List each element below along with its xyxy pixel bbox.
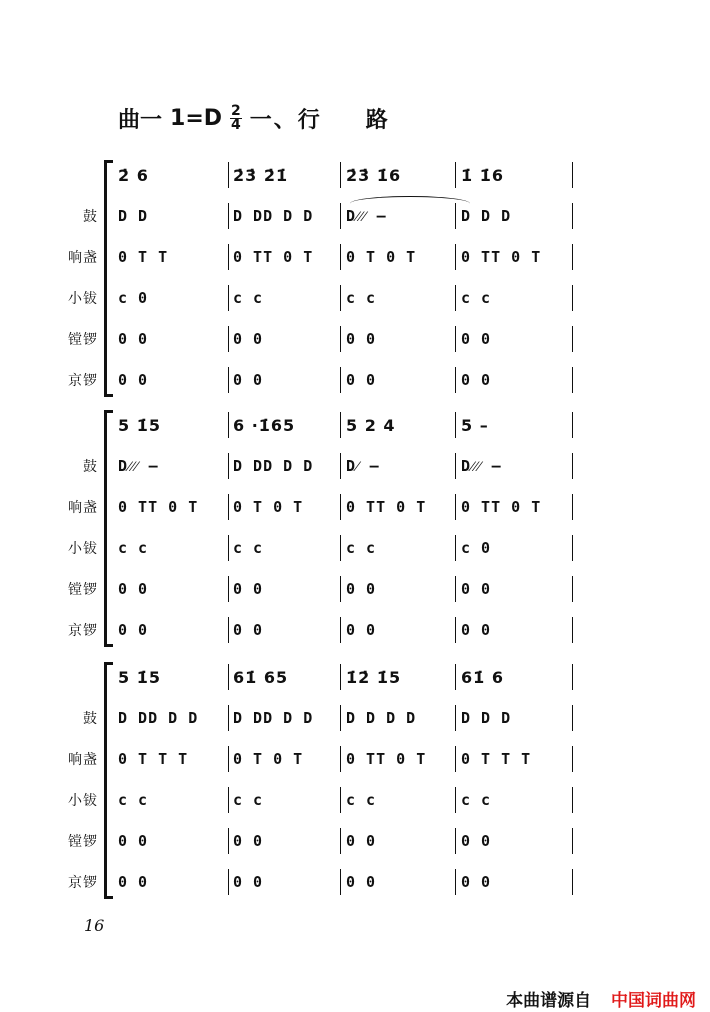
barline <box>228 746 229 772</box>
percussion-measure: 0 0 <box>118 832 149 850</box>
instrument-label: 小钹 <box>68 793 98 809</box>
percussion-measure: 0 0 <box>118 371 149 389</box>
instrument-label: 鼓 <box>83 459 98 475</box>
final-barline <box>572 203 573 229</box>
percussion-measure: D D <box>118 207 149 225</box>
barline <box>340 576 341 602</box>
barline <box>228 664 229 690</box>
score-title <box>118 98 388 138</box>
barline <box>340 869 341 895</box>
percussion-measure: D⁄ – <box>346 456 380 475</box>
percussion-measure: 0 0 <box>346 621 377 639</box>
barline <box>228 705 229 731</box>
percussion-measure: c c <box>233 289 264 307</box>
barline <box>340 412 341 438</box>
percussion-measure: D D D <box>461 709 512 727</box>
melody-measure: 5 2 4 <box>346 415 396 435</box>
barline <box>455 705 456 731</box>
percussion-measure: 0 T T T <box>461 750 532 768</box>
page-number: 16 <box>84 916 105 935</box>
final-barline <box>572 285 573 311</box>
barline <box>228 453 229 479</box>
percussion-measure: c c <box>118 791 149 809</box>
barline <box>340 494 341 520</box>
percussion-measure: 0 0 <box>461 832 492 850</box>
barline <box>228 244 229 270</box>
barline <box>455 494 456 520</box>
watermark-text-a: 本曲谱源自 <box>506 991 592 1011</box>
tie-slur <box>350 196 470 211</box>
barline <box>340 162 341 188</box>
instrument-label: 镗锣 <box>68 332 98 348</box>
barline <box>455 244 456 270</box>
barline <box>340 285 341 311</box>
percussion-measure: 0 TT 0 T <box>118 498 199 516</box>
final-barline <box>572 664 573 690</box>
instrument-label: 京锣 <box>68 373 98 389</box>
barline <box>455 453 456 479</box>
time-sig-top: 2 <box>231 102 241 119</box>
melody-measure: 2̇ 6 <box>118 165 149 185</box>
percussion-measure: 0 0 <box>233 832 264 850</box>
melody-measure: 1̇2̇ 1̇5 <box>346 667 402 687</box>
title-prefix: 曲一 <box>118 107 163 133</box>
barline <box>455 367 456 393</box>
barline <box>228 787 229 813</box>
percussion-measure: c 0 <box>118 289 149 307</box>
barline <box>228 828 229 854</box>
percussion-measure: 0 0 <box>461 330 492 348</box>
percussion-measure: 0 0 <box>461 621 492 639</box>
barline <box>340 203 341 229</box>
percussion-measure: c c <box>346 791 377 809</box>
instrument-label: 京锣 <box>68 623 98 639</box>
final-barline <box>572 162 573 188</box>
percussion-measure: c c <box>346 289 377 307</box>
percussion-measure: 0 0 <box>233 330 264 348</box>
percussion-measure: c c <box>346 539 377 557</box>
percussion-measure: 0 0 <box>346 580 377 598</box>
melody-measure: 5 1̇5 <box>118 415 161 435</box>
barline <box>455 162 456 188</box>
melody-measure: 2̇3̇ 1̇6 <box>346 165 402 185</box>
percussion-measure: 0 0 <box>346 371 377 389</box>
instrument-label: 响盏 <box>68 250 98 266</box>
instrument-label: 小钹 <box>68 291 98 307</box>
melody-measure: 61̇ 65 <box>233 667 289 687</box>
percussion-measure: 0 T 0 T <box>233 750 304 768</box>
instrument-label: 镗锣 <box>68 582 98 598</box>
barline <box>228 162 229 188</box>
barline <box>228 285 229 311</box>
barline <box>228 203 229 229</box>
percussion-measure: 0 0 <box>461 873 492 891</box>
barline <box>340 746 341 772</box>
final-barline <box>572 326 573 352</box>
barline <box>228 617 229 643</box>
final-barline <box>572 244 573 270</box>
time-signature <box>230 102 242 133</box>
barline <box>455 285 456 311</box>
barline <box>455 412 456 438</box>
percussion-measure: 0 0 <box>346 832 377 850</box>
barline <box>455 576 456 602</box>
barline <box>228 412 229 438</box>
percussion-measure: 0 T 0 T <box>233 498 304 516</box>
percussion-measure: c c <box>233 791 264 809</box>
percussion-measure: 0 TT 0 T <box>346 498 427 516</box>
system-bracket <box>104 160 113 397</box>
percussion-measure: 0 0 <box>233 621 264 639</box>
barline <box>340 787 341 813</box>
percussion-measure: 0 0 <box>233 873 264 891</box>
barline <box>455 869 456 895</box>
percussion-measure: D DD D D <box>233 709 314 727</box>
barline <box>340 617 341 643</box>
system-bracket <box>104 662 113 899</box>
percussion-measure: 0 0 <box>118 873 149 891</box>
percussion-measure: D DD D D <box>233 457 314 475</box>
percussion-measure: c c <box>233 539 264 557</box>
percussion-measure: 0 0 <box>118 580 149 598</box>
percussion-measure: 0 0 <box>118 621 149 639</box>
percussion-measure: D⁄⁄⁄ – <box>461 456 502 475</box>
instrument-label: 京锣 <box>68 875 98 891</box>
percussion-measure: D D D D <box>346 709 417 727</box>
percussion-measure: 0 T T <box>118 248 169 266</box>
barline <box>228 576 229 602</box>
key-signature: 1=D <box>170 105 223 131</box>
melody-measure: 1̇ 1̇6 <box>461 165 504 185</box>
percussion-measure: D⁄⁄⁄ – <box>118 456 159 475</box>
barline <box>228 326 229 352</box>
barline <box>228 494 229 520</box>
barline <box>340 244 341 270</box>
barline <box>455 828 456 854</box>
final-barline <box>572 746 573 772</box>
percussion-measure: 0 T 0 T <box>346 248 417 266</box>
barline <box>455 787 456 813</box>
percussion-measure: 0 0 <box>233 580 264 598</box>
final-barline <box>572 869 573 895</box>
barline <box>455 617 456 643</box>
barline <box>340 535 341 561</box>
percussion-measure: 0 0 <box>118 330 149 348</box>
final-barline <box>572 705 573 731</box>
instrument-label: 镗锣 <box>68 834 98 850</box>
final-barline <box>572 576 573 602</box>
percussion-measure: 0 0 <box>461 580 492 598</box>
percussion-measure: D⁄⁄⁄ – <box>346 206 387 225</box>
final-barline <box>572 828 573 854</box>
percussion-measure: c c <box>461 289 492 307</box>
instrument-label: 小钹 <box>68 541 98 557</box>
melody-measure: 5 – <box>461 415 489 435</box>
instrument-label: 鼓 <box>83 209 98 225</box>
percussion-measure: 0 TT 0 T <box>461 498 542 516</box>
percussion-measure: D DD D D <box>118 709 199 727</box>
barline <box>228 535 229 561</box>
final-barline <box>572 367 573 393</box>
watermark <box>506 986 696 1011</box>
final-barline <box>572 787 573 813</box>
percussion-measure: 0 0 <box>346 330 377 348</box>
percussion-measure: c c <box>461 791 492 809</box>
final-barline <box>572 535 573 561</box>
percussion-measure: D DD D D <box>233 207 314 225</box>
final-barline <box>572 412 573 438</box>
barline <box>340 326 341 352</box>
percussion-measure: 0 TT 0 T <box>461 248 542 266</box>
percussion-measure: 0 0 <box>346 873 377 891</box>
barline <box>455 326 456 352</box>
percussion-measure: 0 TT 0 T <box>346 750 427 768</box>
percussion-measure: c c <box>118 539 149 557</box>
barline <box>228 869 229 895</box>
barline <box>228 367 229 393</box>
percussion-measure: 0 0 <box>461 371 492 389</box>
percussion-measure: 0 TT 0 T <box>233 248 314 266</box>
percussion-measure: 0 T T T <box>118 750 189 768</box>
barline <box>455 664 456 690</box>
melody-measure: 5 1̇5 <box>118 667 161 687</box>
final-barline <box>572 494 573 520</box>
watermark-text-b: 中国词曲网 <box>611 991 696 1011</box>
barline <box>340 367 341 393</box>
instrument-label: 响盏 <box>68 752 98 768</box>
piece-name-a: 一、行 <box>249 107 322 133</box>
barline <box>340 828 341 854</box>
piece-name-b: 路 <box>365 107 388 133</box>
system-bracket <box>104 410 113 647</box>
barline <box>455 535 456 561</box>
percussion-measure: D D D <box>461 207 512 225</box>
time-sig-bottom: 4 <box>231 116 241 133</box>
final-barline <box>572 453 573 479</box>
barline <box>340 664 341 690</box>
barline <box>455 746 456 772</box>
barline <box>340 705 341 731</box>
final-barline <box>572 617 573 643</box>
instrument-label: 响盏 <box>68 500 98 516</box>
melody-measure: 6 ·1̇65 <box>233 415 296 435</box>
melody-measure: 2̇3̇ 2̇1̇ <box>233 165 289 185</box>
percussion-measure: c 0 <box>461 539 492 557</box>
melody-measure: 61̇ 6 <box>461 667 504 687</box>
percussion-measure: 0 0 <box>233 371 264 389</box>
barline <box>340 453 341 479</box>
instrument-label: 鼓 <box>83 711 98 727</box>
